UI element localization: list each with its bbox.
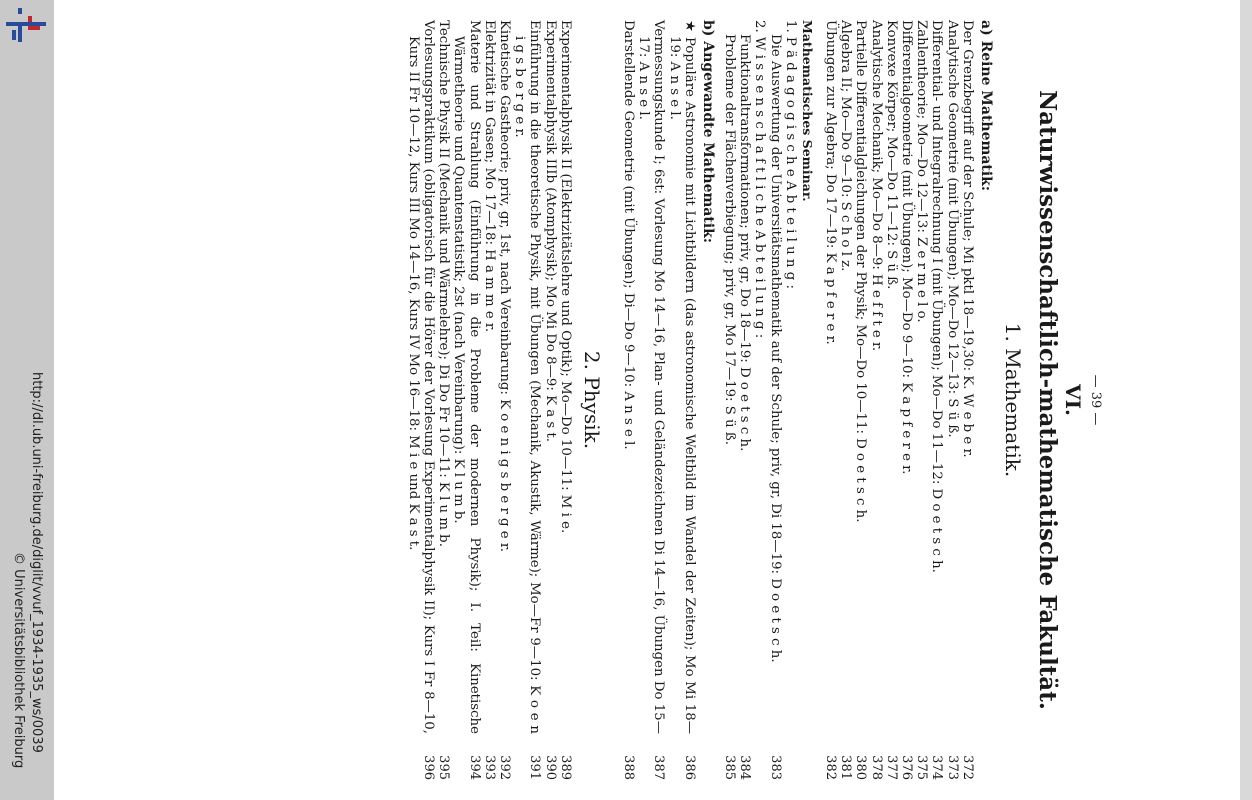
course-number: 394 xyxy=(466,755,482,780)
course-title: Probleme der Flächenverbiegung; priv, gr, Mo 17—19: S ü ß. xyxy=(721,34,737,445)
course-entry xyxy=(899,20,914,780)
course-title: Experimentalphysik II (Elektrizitätslehre und Optik); Mo—Do 10—11: M i e. xyxy=(557,20,573,534)
course-number: 383 xyxy=(767,755,783,780)
course-entry xyxy=(512,20,542,780)
course-entry xyxy=(636,20,666,780)
seminar-title: Mathematisches Seminar. xyxy=(799,20,815,202)
course-entry xyxy=(436,20,451,780)
course-title: Die Auswertung der Universitätsmathematik auf der Schule; priv, gr, Di 18—19: D o e t s c h. xyxy=(767,34,783,663)
course-title: Vorlesungspraktikum (obligatorisch für die Hörer der Vorlesung Experimentalphysik II); Kurs I Fr 8—10, Kurs II Fr 10—12, Kurs III Mo 14—16, Kurs IV Mo 16—18: M i e und K a s t. xyxy=(405,20,436,734)
course-title: Zahlentheorie; Mo—Do 12—13: Z e r m e l o. xyxy=(914,20,930,323)
course-number: 390 xyxy=(542,755,558,780)
course-number: 392 xyxy=(496,755,512,780)
course-number: 377 xyxy=(883,755,899,780)
course-number: 381 xyxy=(838,755,854,780)
course-number: 389 xyxy=(557,755,573,780)
course-title: Technische Physik II (Mechanik und Wärmelehre); Di Do Fr 10—11: K l u m b. xyxy=(436,20,452,547)
section-title-physik: 2. Physik. xyxy=(579,350,604,450)
course-number: 396 xyxy=(420,755,436,780)
pure-math-list xyxy=(823,20,975,780)
course-title: Algebra II; Mo—Do 9—10: S c h o l z. xyxy=(838,20,854,272)
part-number: VI. xyxy=(1060,384,1085,416)
course-title: Differentialgeometrie (mit Übungen); Mo—Do 9—10: K a p f e r e r. xyxy=(898,20,914,475)
course-title: Experimentalphysik IIIb (Atomphysik); Mo Mi Do 8—9: K a s t. xyxy=(542,20,558,443)
course-title: Funktionaltransformationen; priv, gr, Do 18—19: D o e t s c h. xyxy=(737,34,753,452)
course-number: 387 xyxy=(651,755,667,780)
course-number: 374 xyxy=(929,755,945,780)
course-title: Darstellende Geometrie (mit Übungen); Di—Do 9—10: A n s e l. xyxy=(620,20,636,450)
course-entry xyxy=(558,20,573,780)
course-entry xyxy=(542,20,557,780)
university-logo-icon xyxy=(4,6,48,52)
course-entry xyxy=(666,20,696,780)
physics-list xyxy=(406,20,573,780)
course-title: ★ Populäre Astronomie mit Lichtbildern (das astronomische Weltbild im Wandel der Zeiten); Mo Mi 18—19: A n s e l. xyxy=(666,20,697,734)
seminar-department: 2. W i s s e n s c h a f t l i c h e A b t e i l u n g : xyxy=(752,20,768,339)
course-entry xyxy=(838,20,853,780)
course-entry xyxy=(497,20,512,780)
course-entry xyxy=(823,20,838,780)
course-title: Übungen zur Algebra; Do 17—19: K a p f e r e r. xyxy=(822,20,838,345)
course-number: 375 xyxy=(914,755,930,780)
course-entry xyxy=(767,20,782,780)
course-title: Partielle Differentialgleichungen der Physik; Mo—Do 10—11: D o e t s c h. xyxy=(853,20,869,523)
subsection-applied-math: b) Angewandte Mathematik: xyxy=(699,20,716,244)
course-number: 373 xyxy=(944,755,960,780)
course-number: 380 xyxy=(853,755,869,780)
course-title: Der Grenzbegriff auf der Schule; Mi pktl 18—19,30: K. W e b e r. xyxy=(959,20,975,458)
course-entry xyxy=(451,20,481,780)
course-entry xyxy=(406,20,436,780)
course-number: 372 xyxy=(959,755,975,780)
subsection-pure-math: a) Reine Mathematik: xyxy=(977,20,994,192)
faculty-title: Naturwissenschaftlich-mathematische Fakultät. xyxy=(1033,90,1061,710)
viewer-right-edge xyxy=(1240,0,1252,800)
course-entry xyxy=(914,20,929,780)
page-number: — 39 — xyxy=(1088,374,1103,426)
course-number: 376 xyxy=(898,755,914,780)
course-entry xyxy=(737,20,752,780)
course-entry xyxy=(944,20,959,780)
course-number: 393 xyxy=(481,755,497,780)
section-title-mathematik: 1. Mathematik. xyxy=(1000,322,1025,478)
copyright-notice: © Universitätsbibliothek Freiburg xyxy=(11,552,26,769)
course-number: 391 xyxy=(527,755,543,780)
course-entry xyxy=(884,20,899,780)
course-title: Konvexe Körper; Mo—Do 11—12: S ü ß. xyxy=(883,20,899,290)
seminar-list xyxy=(722,20,798,780)
course-title: Kinetische Gastheorie; priv, gr, 1st, nach Vereinbarung: K o e n i g s b e r g e r. xyxy=(496,20,512,553)
course-entry xyxy=(929,20,944,780)
applied-math-list xyxy=(621,20,697,780)
course-entry xyxy=(482,20,497,780)
course-number: 382 xyxy=(822,755,838,780)
source-url[interactable]: http://dl.ub.uni-freiburg.de/diglit/vvuf_1934-1935_ws/0039 xyxy=(29,372,44,753)
page-text xyxy=(95,20,1105,780)
viewer-sidebar xyxy=(0,0,54,800)
course-number: 385 xyxy=(721,755,737,780)
course-title: Analytische Mechanik; Mo—Do 8—9: H e f f t e r. xyxy=(868,20,884,352)
course-entry xyxy=(722,20,737,780)
course-number: 386 xyxy=(681,755,697,780)
course-number: 384 xyxy=(737,755,753,780)
course-entry xyxy=(868,20,883,780)
course-entry xyxy=(960,20,975,780)
course-entry xyxy=(853,20,868,780)
course-entry xyxy=(621,20,636,780)
course-title: Differential- und Integralrechnung I (mit Übungen); Mo—Do 11—12: D o e t s c h. xyxy=(929,20,945,573)
course-title: Elektrizität in Gasen; Mo 17—18: H a m m e r. xyxy=(481,20,497,333)
course-title: Materie und Strahlung (Einführung in die Probleme der modernen Physik); I. Teil: Kinetische Wärmetheorie und Quantenstatistik; 2st (nach Vereinbarung): K l u m b. xyxy=(451,20,482,734)
seminar-department: 1. P ä d a g o g i s c h e A b t e i l u n g : xyxy=(782,20,798,289)
course-title: Einführung in die theoretische Physik, mit Übungen (Mechanik, Akustik, Wärme); Mo—Fr 9—10: K o e n i g s b e r g e r. xyxy=(512,20,543,734)
course-number: 395 xyxy=(436,755,452,780)
course-number: 388 xyxy=(620,755,636,780)
course-title: Vermessungskunde I; 6st: Vorlesung Mo 14—16, Plan- und Geländezeichnen Di 14—16, Übungen Do 15—17: A n s e l. xyxy=(636,20,667,734)
course-number: 378 xyxy=(868,755,884,780)
course-title: Analytische Geometrie (mit Übungen); Mo—Do 12—13: S ü ß. xyxy=(944,20,960,438)
